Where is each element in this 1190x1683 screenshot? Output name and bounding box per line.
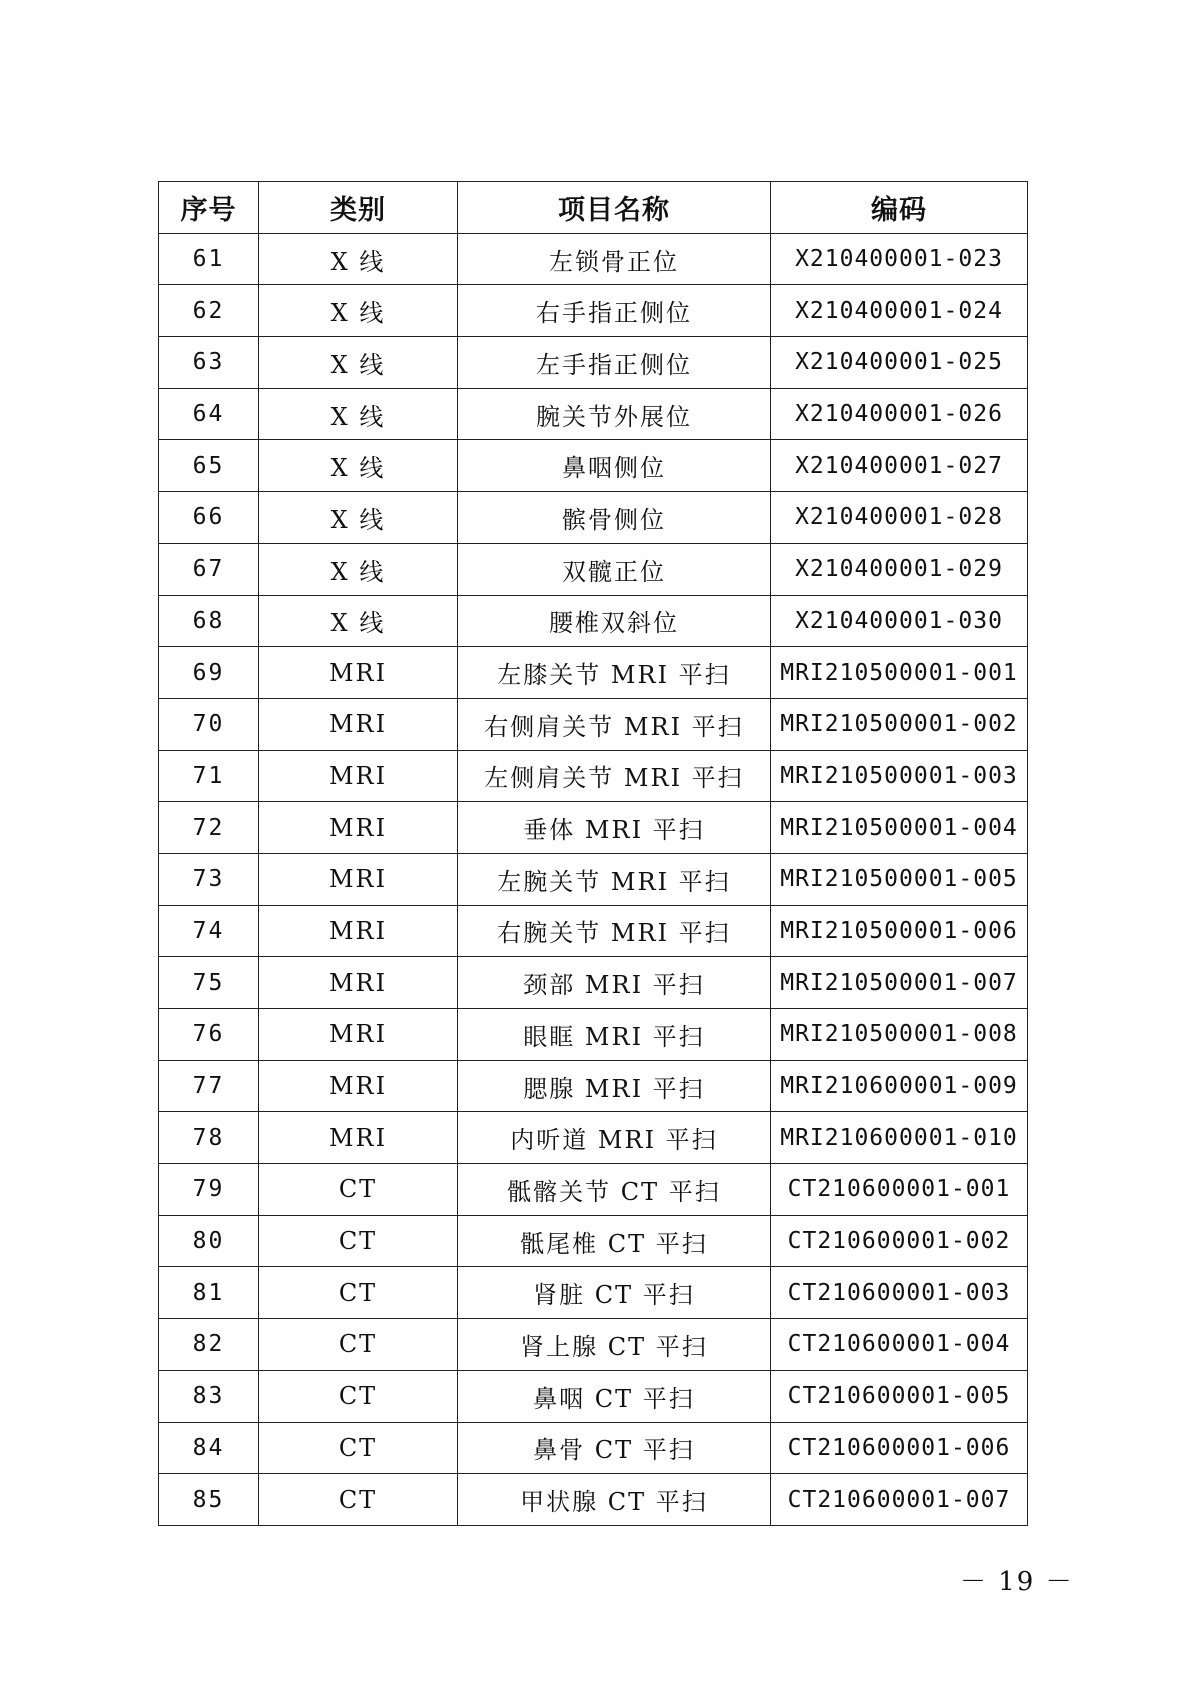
cell-category: MRI: [259, 1112, 458, 1164]
cell-category: CT: [259, 1370, 458, 1422]
cell-item-name: 左锁骨正位: [458, 233, 771, 285]
header-item-name: 项目名称: [458, 182, 771, 234]
table-row: [159, 1319, 1028, 1371]
table-row: [159, 1060, 1028, 1112]
cell-code: CT210600001-003: [771, 1267, 1028, 1319]
cell-category: MRI: [259, 853, 458, 905]
cell-category: X 线: [259, 388, 458, 440]
cell-category: X 线: [259, 285, 458, 337]
header-seq: 序号: [159, 182, 259, 234]
cell-seq: 84: [159, 1422, 259, 1474]
cell-category: X 线: [259, 233, 458, 285]
cell-seq: 68: [159, 595, 259, 647]
cell-seq: 73: [159, 853, 259, 905]
cell-code: X210400001-030: [771, 595, 1028, 647]
table-row: [159, 802, 1028, 854]
cell-category: X 线: [259, 440, 458, 492]
cell-item-name: 甲状腺 CT 平扫: [458, 1474, 771, 1526]
cell-seq: 76: [159, 1009, 259, 1061]
cell-code: MRI210500001-003: [771, 750, 1028, 802]
cell-item-name: 肾上腺 CT 平扫: [458, 1319, 771, 1371]
cell-category: X 线: [259, 543, 458, 595]
cell-code: X210400001-028: [771, 492, 1028, 544]
cell-code: CT210600001-005: [771, 1370, 1028, 1422]
table-row: [159, 595, 1028, 647]
cell-item-name: 腕关节外展位: [458, 388, 771, 440]
cell-category: CT: [259, 1215, 458, 1267]
cell-category: X 线: [259, 492, 458, 544]
table-header: [159, 182, 1028, 234]
table-row: [159, 440, 1028, 492]
header-row: [159, 182, 1028, 234]
cell-code: CT210600001-007: [771, 1474, 1028, 1526]
cell-seq: 63: [159, 337, 259, 389]
cell-category: MRI: [259, 1009, 458, 1061]
cell-item-name: 左腕关节 MRI 平扫: [458, 853, 771, 905]
cell-seq: 64: [159, 388, 259, 440]
header-code: 编码: [771, 182, 1028, 234]
cell-code: MRI210500001-004: [771, 802, 1028, 854]
cell-code: X210400001-025: [771, 337, 1028, 389]
table-row: [159, 1215, 1028, 1267]
cell-seq: 66: [159, 492, 259, 544]
cell-code: CT210600001-001: [771, 1164, 1028, 1216]
table-row: [159, 337, 1028, 389]
cell-code: MRI210500001-008: [771, 1009, 1028, 1061]
page-number: － 19 －: [960, 1567, 1074, 1597]
cell-category: MRI: [259, 647, 458, 699]
cell-category: MRI: [259, 1060, 458, 1112]
cell-item-name: 眼眶 MRI 平扫: [458, 1009, 771, 1061]
cell-item-name: 内听道 MRI 平扫: [458, 1112, 771, 1164]
cell-seq: 67: [159, 543, 259, 595]
cell-item-name: 右腕关节 MRI 平扫: [458, 905, 771, 957]
cell-item-name: 左手指正侧位: [458, 337, 771, 389]
cell-seq: 77: [159, 1060, 259, 1112]
cell-seq: 70: [159, 698, 259, 750]
exam-items-table: [158, 181, 1028, 1526]
cell-item-name: 腰椎双斜位: [458, 595, 771, 647]
cell-seq: 71: [159, 750, 259, 802]
cell-item-name: 左侧肩关节 MRI 平扫: [458, 750, 771, 802]
cell-item-name: 右手指正侧位: [458, 285, 771, 337]
cell-item-name: 鼻咽 CT 平扫: [458, 1370, 771, 1422]
cell-item-name: 鼻咽侧位: [458, 440, 771, 492]
cell-code: CT210600001-006: [771, 1422, 1028, 1474]
cell-seq: 62: [159, 285, 259, 337]
cell-item-name: 鼻骨 CT 平扫: [458, 1422, 771, 1474]
cell-item-name: 垂体 MRI 平扫: [458, 802, 771, 854]
cell-item-name: 骶髂关节 CT 平扫: [458, 1164, 771, 1216]
cell-category: CT: [259, 1422, 458, 1474]
cell-category: CT: [259, 1319, 458, 1371]
table-row: [159, 750, 1028, 802]
cell-category: MRI: [259, 905, 458, 957]
table-row: [159, 1164, 1028, 1216]
table-row: [159, 1370, 1028, 1422]
cell-seq: 74: [159, 905, 259, 957]
table-row: [159, 853, 1028, 905]
cell-category: MRI: [259, 802, 458, 854]
cell-code: CT210600001-002: [771, 1215, 1028, 1267]
cell-item-name: 左膝关节 MRI 平扫: [458, 647, 771, 699]
cell-category: CT: [259, 1164, 458, 1216]
cell-seq: 83: [159, 1370, 259, 1422]
table-row: [159, 233, 1028, 285]
cell-code: MRI210600001-009: [771, 1060, 1028, 1112]
cell-item-name: 髌骨侧位: [458, 492, 771, 544]
cell-seq: 75: [159, 957, 259, 1009]
cell-category: MRI: [259, 957, 458, 1009]
cell-category: X 线: [259, 595, 458, 647]
table-row: [159, 957, 1028, 1009]
cell-code: X210400001-023: [771, 233, 1028, 285]
cell-code: MRI210500001-002: [771, 698, 1028, 750]
document-page: [158, 181, 1027, 1526]
table-body: [159, 233, 1028, 1525]
cell-code: CT210600001-004: [771, 1319, 1028, 1371]
cell-item-name: 肾脏 CT 平扫: [458, 1267, 771, 1319]
table-row: [159, 647, 1028, 699]
cell-seq: 79: [159, 1164, 259, 1216]
cell-category: MRI: [259, 698, 458, 750]
table-row: [159, 698, 1028, 750]
table-row: [159, 905, 1028, 957]
cell-category: X 线: [259, 337, 458, 389]
cell-code: X210400001-026: [771, 388, 1028, 440]
table-row: [159, 285, 1028, 337]
cell-seq: 78: [159, 1112, 259, 1164]
table-row: [159, 1112, 1028, 1164]
table-row: [159, 1267, 1028, 1319]
cell-code: MRI210600001-010: [771, 1112, 1028, 1164]
cell-category: CT: [259, 1474, 458, 1526]
table-row: [159, 543, 1028, 595]
cell-seq: 85: [159, 1474, 259, 1526]
cell-code: MRI210500001-005: [771, 853, 1028, 905]
cell-category: CT: [259, 1267, 458, 1319]
cell-seq: 82: [159, 1319, 259, 1371]
cell-code: MRI210500001-001: [771, 647, 1028, 699]
cell-code: X210400001-024: [771, 285, 1028, 337]
cell-category: MRI: [259, 750, 458, 802]
table-row: [159, 492, 1028, 544]
cell-item-name: 右侧肩关节 MRI 平扫: [458, 698, 771, 750]
cell-item-name: 骶尾椎 CT 平扫: [458, 1215, 771, 1267]
cell-seq: 61: [159, 233, 259, 285]
cell-item-name: 腮腺 MRI 平扫: [458, 1060, 771, 1112]
header-category: 类别: [259, 182, 458, 234]
cell-seq: 81: [159, 1267, 259, 1319]
table-row: [159, 388, 1028, 440]
cell-item-name: 颈部 MRI 平扫: [458, 957, 771, 1009]
cell-seq: 80: [159, 1215, 259, 1267]
cell-code: X210400001-027: [771, 440, 1028, 492]
cell-item-name: 双髋正位: [458, 543, 771, 595]
cell-seq: 72: [159, 802, 259, 854]
table-row: [159, 1009, 1028, 1061]
cell-seq: 69: [159, 647, 259, 699]
cell-seq: 65: [159, 440, 259, 492]
table-row: [159, 1422, 1028, 1474]
cell-code: MRI210500001-007: [771, 957, 1028, 1009]
cell-code: X210400001-029: [771, 543, 1028, 595]
cell-code: MRI210500001-006: [771, 905, 1028, 957]
table-row: [159, 1474, 1028, 1526]
